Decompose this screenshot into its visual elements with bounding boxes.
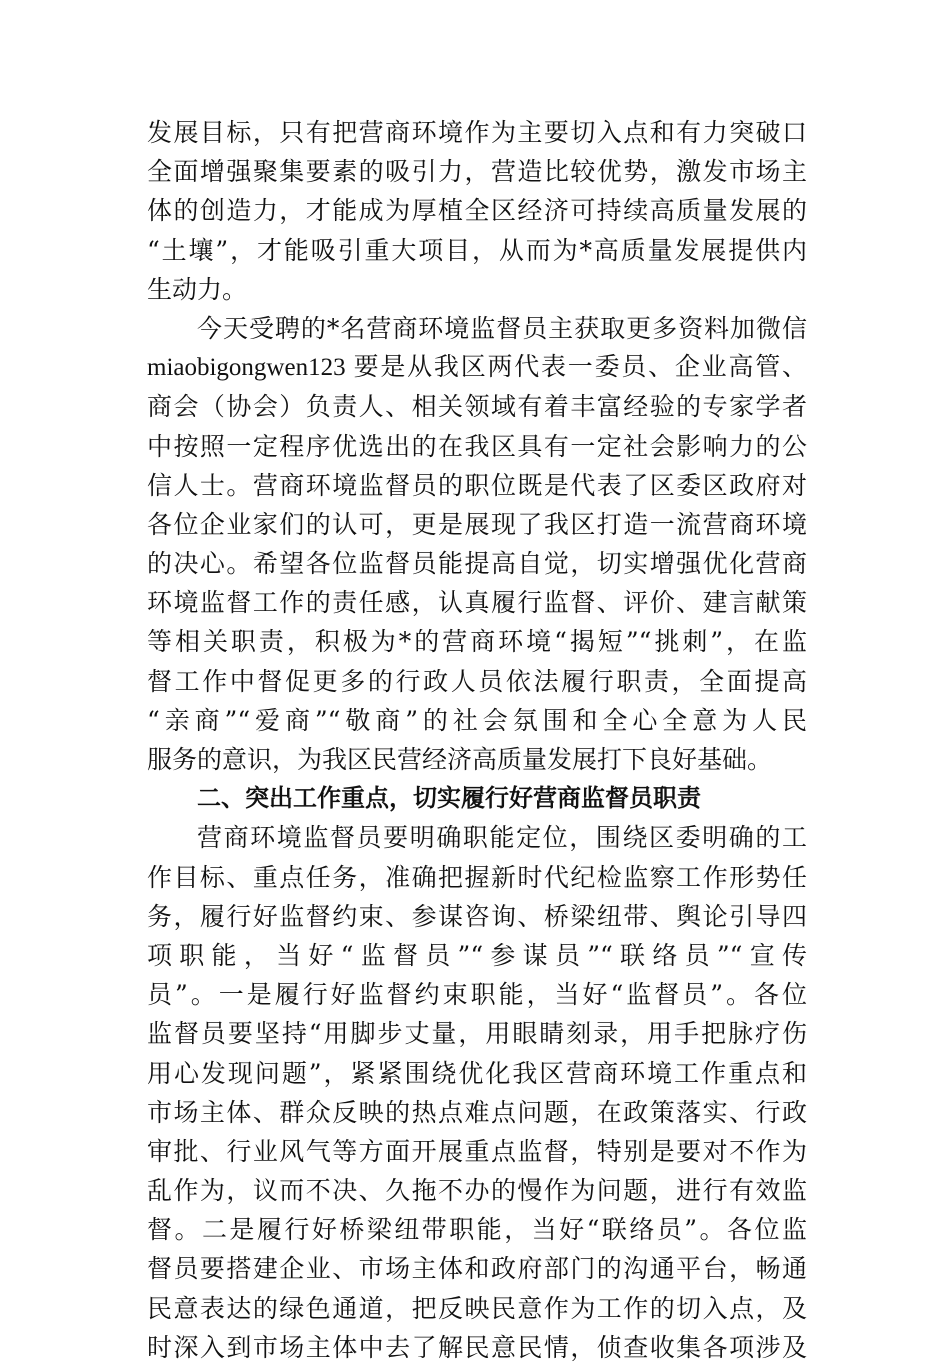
paragraph-3-line: 作目标、重点任务，准确把握新时代纪检监察工作形势任: [147, 862, 807, 892]
paragraph-2-line: 信人士。营商环境监督员的职位既是代表了区委区政府对: [147, 470, 807, 500]
paragraph-3-line: 用心发现问题”，紧紧围绕优化我区营商环境工作重点和: [147, 1058, 807, 1088]
section-heading: 二、突出工作重点，切实履行好营商监督员职责: [197, 784, 701, 813]
paragraph-2-line: 中按照一定程序优选出的在我区具有一定社会影响力的公: [147, 431, 807, 461]
paragraph-1-line: “土壤”，才能吸引重大项目，从而为*高质量发展提供内: [147, 235, 807, 265]
paragraph-2-line: 的决心。希望各位监督员能提高自觉，切实增强优化营商: [147, 549, 807, 579]
paragraph-1-line: 全面增强聚集要素的吸引力，营造比较优势，激发市场主: [147, 157, 807, 187]
paragraph-1-line: 发展目标，只有把营商环境作为主要切入点和有力突破口: [147, 118, 807, 147]
paragraph-2-line: 今天受聘的*名营商环境监督员主获取更多资料加微信: [197, 313, 807, 343]
paragraph-2-line: 商会（协会）负责人、相关领域有着丰富经验的专家学者: [147, 392, 807, 422]
paragraph-3-line: 监督员要坚持“用脚步丈量，用眼睛刻录，用手把脉疗伤: [147, 1019, 807, 1049]
paragraph-2-line: 服务的意识，为我区民营经济高质量发展打下良好基础。: [147, 745, 773, 774]
document-body: [147, 113, 807, 1367]
paragraph-3-line: 项职能，当好“监督员”“参谋员”“联络员”“宣传: [147, 940, 807, 970]
paragraph-3-line: 审批、行业风气等方面开展重点监督，特别是要对不作为: [147, 1136, 807, 1166]
paragraph-3-line: 务，履行好监督约束、参谋咨询、桥梁纽带、舆论引导四: [147, 901, 807, 931]
paragraph-3-line: 督。二是履行好桥梁纽带职能，当好“联络员”。各位监: [147, 1215, 807, 1245]
paragraph-3-line: 民意表达的绿色通道，把反映民意作为工作的切入点，及: [147, 1293, 807, 1323]
paragraph-3-line: 时深入到市场主体中去了解民意民情，侦查收集各项涉及: [147, 1332, 807, 1362]
paragraph-3-line: 员”。一是履行好监督约束职能，当好“监督员”。各位: [147, 980, 807, 1010]
paragraph-3-line: 营商环境监督员要明确职能定位，围绕区委明确的工: [197, 823, 807, 853]
paragraph-2-line: 各位企业家们的认可，更是展现了我区打造一流营商环境: [147, 509, 807, 539]
paragraph-2-line: 等相关职责，积极为*的营商环境“揭短”“挑刺”，在监: [147, 627, 807, 657]
paragraph-3-line: 督员要搭建企业、市场主体和政府部门的沟通平台，畅通: [147, 1254, 807, 1284]
paragraph-1-line: 体的创造力，才能成为厚植全区经济可持续高质量发展的: [147, 196, 807, 226]
paragraph-2-line: 环境监督工作的责任感，认真履行监督、评价、建言献策: [147, 588, 807, 618]
paragraph-2-line: “亲商”“爱商”“敬商”的社会氛围和全心全意为人民: [147, 705, 807, 735]
paragraph-3-line: 乱作为，议而不决、久拖不办的慢作为问题，进行有效监: [147, 1176, 807, 1206]
paragraph-2-line: 督工作中督促更多的行政人员依法履行职责，全面提高: [147, 666, 807, 696]
paragraph-1-line: 生动力。: [147, 274, 248, 304]
paragraph-3-line: 市场主体、群众反映的热点难点问题，在政策落实、行政: [147, 1097, 807, 1127]
paragraph-2-line: miaobigongwen123 要是从我区两代表一委员、企业高管、: [147, 354, 807, 382]
